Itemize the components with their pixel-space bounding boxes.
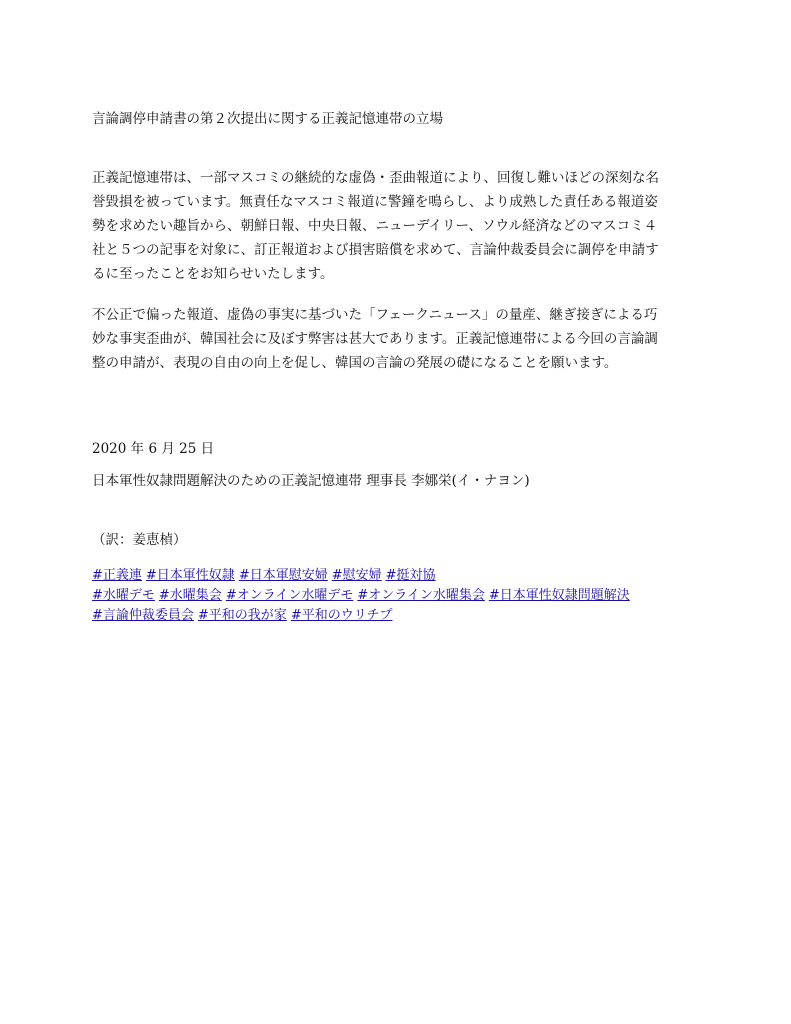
- hashtag-link[interactable]: #挺対協: [385, 568, 436, 583]
- hashtag-row: [92, 586, 712, 606]
- hashtag-link[interactable]: #水曜デモ: [92, 588, 155, 603]
- hashtag-link[interactable]: #正義連: [92, 568, 142, 583]
- document-title: 言論調停申請書の第２次提出に関する正義記憶連帯の立場: [92, 111, 443, 127]
- hashtag-link[interactable]: #オンライン水曜集会: [357, 588, 485, 603]
- hashtag-link[interactable]: #平和の我が家: [197, 608, 287, 623]
- hashtag-link[interactable]: #日本軍慰安婦: [238, 568, 328, 583]
- hashtag-link[interactable]: #慰安婦: [331, 568, 382, 583]
- paragraph-1-line: るに至ったことをお知らせいたします。: [92, 266, 334, 282]
- paragraph-2-line: 整の申請が、表現の自由の向上を促し、韓国の言論の発展の礎になることを願います。: [92, 355, 618, 371]
- document-signer: 日本軍性奴隷問題解決のための正義記憶連帯 理事長 李娜栄(イ・ナヨン): [92, 473, 530, 489]
- document-date: 2020 年 6 月 25 日: [92, 441, 215, 457]
- hashtag-link[interactable]: #オンライン水曜デモ: [225, 588, 354, 603]
- paragraph-2-line: 妙な事実歪曲が、韓国社会に及ぼす弊害は甚大であります。正義記憶連帯による今回の言論調: [92, 331, 658, 347]
- hashtag-link[interactable]: #日本軍性奴隷問題解決: [488, 588, 630, 603]
- paragraph-1-line: 社と５つの記事を対象に、訂正報道および損害賠償を求めて、言論仲裁委員会に調停を申請す: [92, 242, 659, 258]
- hashtag-link[interactable]: #言論仲裁委員会: [92, 608, 194, 623]
- hashtag-list: [92, 566, 712, 626]
- hashtag-row: [92, 566, 712, 586]
- paragraph-1-line: 誉毀損を被っています。無責任なマスコミ報道に警鐘を鳴らし、より成熟した責任ある報道姿: [92, 194, 658, 210]
- paragraph-2-line: 不公正で偏った報道、虚偽の事実に基づいた「フェークニュース」の量産、継ぎ接ぎによる巧: [92, 307, 658, 323]
- hashtag-link[interactable]: #水曜集会: [158, 588, 222, 603]
- paragraph-2: [92, 303, 702, 375]
- translator-credit: （訳：姜恵楨）: [92, 532, 187, 548]
- paragraph-1: [92, 166, 702, 286]
- hashtag-link[interactable]: #日本軍性奴隷: [145, 568, 235, 583]
- hashtag-row: [92, 606, 712, 626]
- hashtag-link[interactable]: #平和のウリチプ: [290, 608, 393, 623]
- paragraph-1-line: 正義記憶連帯は、一部マスコミの継続的な虚偽・歪曲報道により、回復し難いほどの深刻な名: [92, 170, 659, 186]
- paragraph-1-line: 勢を求めたい趣旨から、朝鮮日報、中央日報、ニューデイリー、ソウル経済などのマスコミ４: [92, 218, 658, 234]
